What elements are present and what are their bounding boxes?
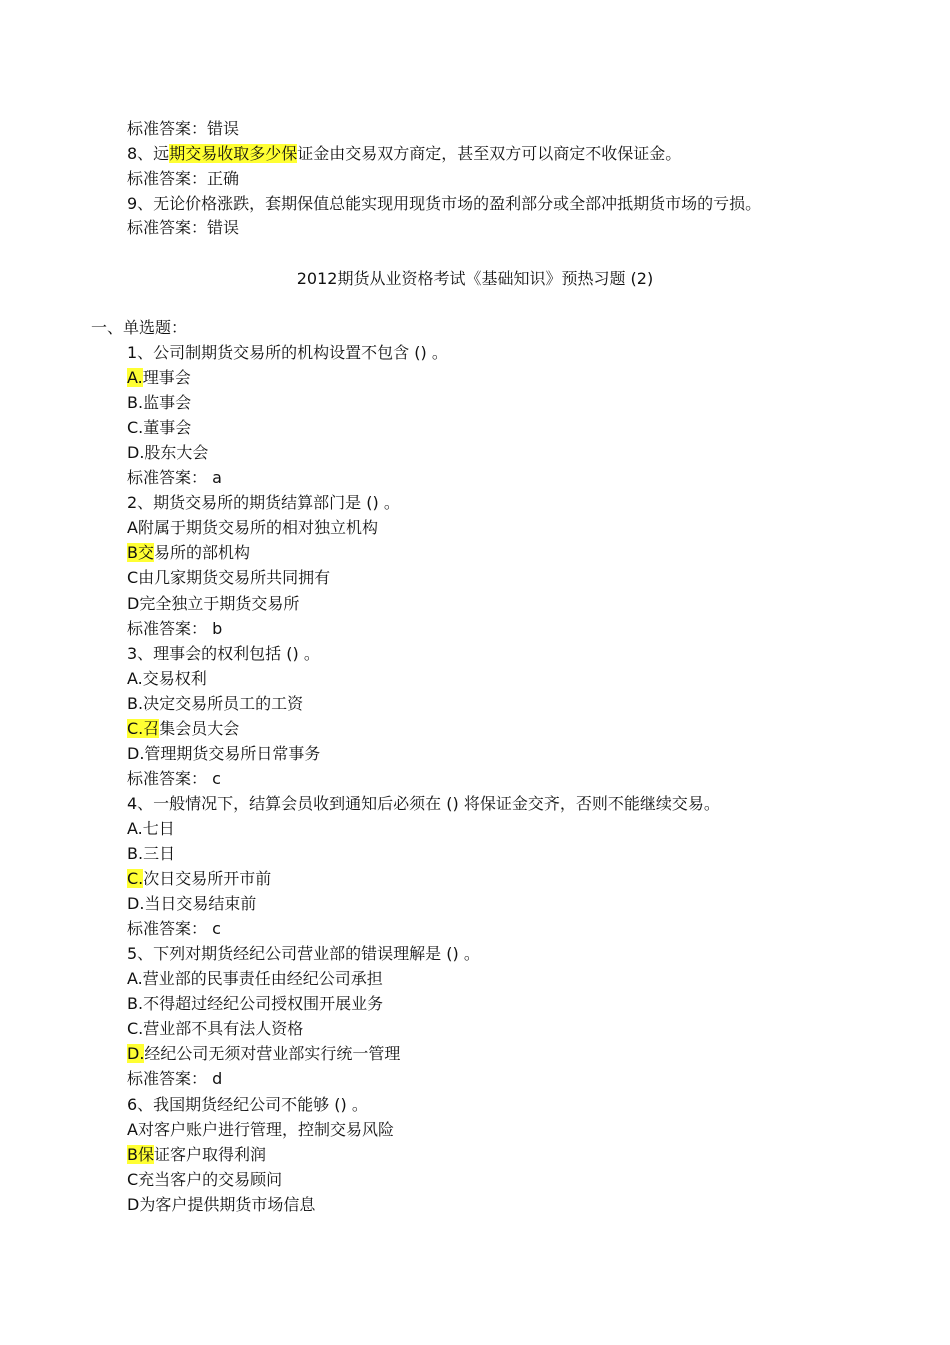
option-text: 证客户取得利润 — [153, 1145, 266, 1164]
answer-text: 标准答案： d — [127, 1069, 223, 1088]
highlighted-option-marker: D. — [127, 1044, 145, 1063]
section-heading: 一、单选题： — [91, 318, 188, 337]
option-item — [127, 867, 271, 891]
highlighted-option-marker: C.召 — [127, 719, 160, 738]
question-text: 6、我国期货经纪公司不能够 () 。 — [127, 1095, 368, 1114]
option-text: A.七日 — [127, 819, 175, 838]
option-text: C由几家期货交易所共同拥有 — [127, 568, 331, 587]
option-item — [127, 992, 383, 1016]
option-text: D.股东大会 — [127, 443, 209, 462]
option-text: 易所的部机构 — [153, 543, 250, 562]
option-item — [127, 1193, 315, 1217]
option-text: B.三日 — [127, 844, 176, 863]
highlighted-option-marker: B交 — [127, 543, 154, 562]
option-text: C充当客户的交易顾问 — [127, 1170, 283, 1189]
option-text: A附属于期货交易所的相对独立机构 — [127, 518, 378, 537]
option-text: C.营业部不具有法人资格 — [127, 1019, 304, 1038]
option-item — [127, 967, 383, 991]
option-text: B.决定交易所员工的工资 — [127, 694, 304, 713]
option-text: D完全独立于期货交易所 — [127, 594, 300, 613]
answer-8: 标准答案：正确 — [127, 169, 240, 188]
option-text: D.管理期货交易所日常事务 — [127, 744, 321, 763]
option-text: 集会员大会 — [159, 719, 240, 738]
option-item — [127, 692, 303, 716]
document-title: 2012期货从业资格考试《基础知识》预热习题 (2) — [296, 269, 654, 288]
answer-text: 标准答案： a — [127, 468, 222, 487]
question-8-text: 证金由交易双方商定，甚至双方可以商定不收保证金。 — [297, 144, 682, 163]
option-item — [127, 1118, 394, 1142]
option-item — [127, 441, 208, 465]
option-item — [127, 1017, 303, 1041]
question-text: 4、一般情况下，结算会员收到通知后必须在 () 将保证金交齐，否则不能继续交易。 — [127, 794, 720, 813]
option-item — [127, 667, 207, 691]
option-item — [127, 742, 320, 766]
question-text: 1、公司制期货交易所的机构设置不包含 () 。 — [127, 343, 448, 362]
option-text: A.营业部的民事责任由经纪公司承担 — [127, 969, 383, 988]
option-item — [127, 842, 175, 866]
option-item — [127, 1143, 266, 1167]
answer-9: 标准答案：错误 — [127, 218, 240, 237]
option-text: B.监事会 — [127, 393, 192, 412]
question-9: 9、无论价格涨跌，套期保值总能实现用现货市场的盈利部分或全部冲抵期货市场的亏损。 — [127, 194, 762, 213]
question-8-number: 8、远 — [127, 144, 170, 163]
option-item — [127, 566, 330, 590]
answer-text: 标准答案： b — [127, 619, 223, 638]
option-item — [127, 892, 256, 916]
highlighted-text: 期交易收取多少保 — [169, 144, 298, 163]
answer-text: 标准答案： c — [127, 919, 221, 938]
question-text: 2、期货交易所的期货结算部门是 () 。 — [127, 493, 400, 512]
answer-text: 标准答案： c — [127, 769, 221, 788]
option-item — [127, 366, 191, 390]
option-item — [127, 416, 191, 440]
option-text: 理事会 — [142, 368, 191, 387]
question-8 — [127, 142, 681, 166]
option-text: A.交易权利 — [127, 669, 207, 688]
option-text: C.董事会 — [127, 418, 192, 437]
option-item — [127, 1168, 282, 1192]
option-text: 次日交易所开市前 — [143, 869, 272, 888]
option-text: 经纪公司无须对营业部实行统一管理 — [144, 1044, 401, 1063]
option-text: D为客户提供期货市场信息 — [127, 1195, 316, 1214]
question-text: 5、下列对期货经纪公司营业部的错误理解是 () 。 — [127, 944, 480, 963]
highlighted-option-marker: A. — [127, 368, 143, 387]
highlighted-option-marker: C. — [127, 869, 144, 888]
option-item — [127, 717, 239, 741]
option-item — [127, 592, 299, 616]
option-text: D.当日交易结束前 — [127, 894, 257, 913]
option-text: A对客户账户进行管理，控制交易风险 — [127, 1120, 394, 1139]
option-text: B.不得超过经纪公司授权围开展业务 — [127, 994, 384, 1013]
question-text: 3、理事会的权利包括 () 。 — [127, 644, 320, 663]
option-item — [127, 817, 175, 841]
option-item — [127, 391, 191, 415]
option-item — [127, 516, 378, 540]
highlighted-option-marker: B保 — [127, 1145, 154, 1164]
option-item — [127, 1042, 400, 1066]
option-item — [127, 541, 250, 565]
answer-prev: 标准答案：错误 — [127, 119, 240, 138]
